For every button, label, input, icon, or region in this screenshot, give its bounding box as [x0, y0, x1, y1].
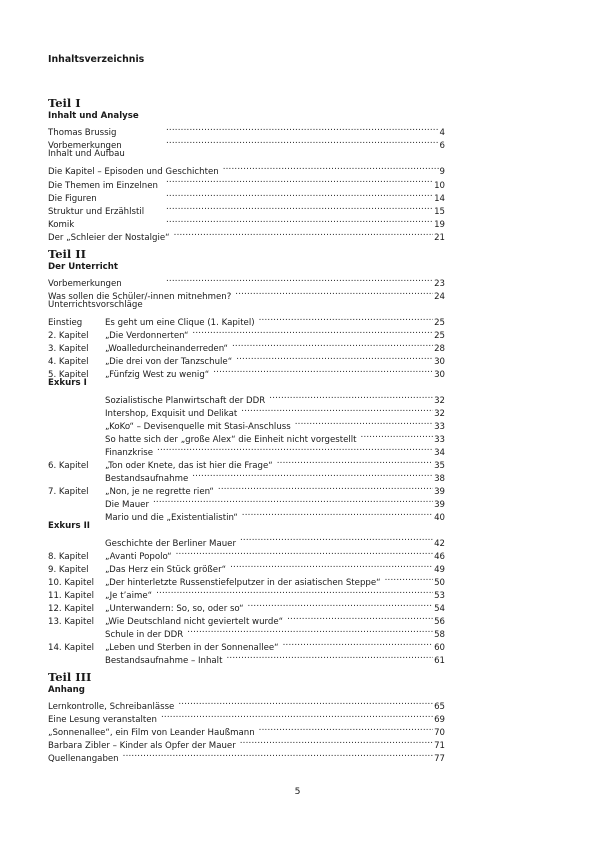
chapter-label: 3. Kapitel [48, 344, 89, 355]
entry-title: Was sollen die Schüler/-innen mitnehmen? [48, 292, 232, 303]
chapter-label: Einstieg [48, 318, 83, 329]
entry-title: Intershop, Exquisit und Delikat [105, 408, 238, 419]
entry-title: „Das Herz ein Stück größer“ [105, 564, 227, 575]
entry-page-number: 6 [439, 141, 445, 152]
dot-leader [283, 637, 433, 650]
chapter-label: 2. Kapitel [48, 331, 89, 342]
entry-page-number: 53 [434, 590, 445, 601]
entry-page-number: 25 [434, 318, 445, 329]
entry-title: Sozialistische Planwirtschaft der DDR [105, 395, 266, 406]
chapter-label: 4. Kapitel [48, 357, 89, 368]
dot-leader [166, 188, 433, 201]
entry-page-number: 35 [434, 460, 445, 471]
part-subtitle: Der Unterricht [48, 261, 118, 272]
entry-page-number: 33 [434, 421, 445, 432]
dot-leader [232, 338, 433, 351]
entry-page-number: 54 [434, 603, 445, 614]
toc-entry[interactable] [48, 390, 445, 406]
page-number: 5 [294, 786, 301, 797]
dot-leader [269, 390, 433, 403]
entry-title: Es geht um eine Clique (1. Kapitel) [105, 318, 255, 329]
entry-title: Vorbemerkungen [48, 279, 122, 290]
entry-title: So hatte sich der „große Alex“ die Einheit nicht vorgestellt [105, 434, 357, 445]
entry-title: Schule in der DDR [105, 629, 184, 640]
dot-leader [166, 122, 439, 135]
dot-leader [236, 351, 433, 364]
part-subtitle: Inhalt und Analyse [48, 111, 139, 121]
chapter-label: 7. Kapitel [48, 487, 89, 498]
toc-page [48, 54, 445, 765]
entry-page-number: 50 [434, 577, 445, 588]
toc-entry[interactable] [48, 161, 445, 178]
entry-page-number: 40 [434, 513, 445, 524]
chapter-label: 10. Kapitel [48, 577, 95, 588]
entry-title: „KoKo“ – Devisenquelle mit Stasi-Anschluss [105, 421, 291, 432]
entry-title: Quellenangaben [48, 754, 119, 765]
dot-leader [123, 748, 433, 761]
dot-leader [153, 494, 433, 507]
dot-leader [176, 546, 433, 559]
part-subtitle: Anhang [48, 684, 85, 695]
entry-title: „Fünfzig West zu wenig“ [105, 370, 210, 381]
chapter-label: 11. Kapitel [48, 590, 95, 601]
dot-leader [248, 598, 434, 611]
entry-title: Bestandsaufnahme – Inhalt [105, 655, 223, 666]
dot-leader [166, 135, 439, 148]
entry-page-number: 77 [434, 754, 445, 765]
entry-page-number: 61 [434, 655, 445, 666]
dot-leader [240, 532, 433, 545]
entry-title: Komik [48, 219, 75, 230]
entry-title: Die Kapitel – Episoden und Geschichten [48, 167, 219, 178]
entry-page-number: 9 [439, 167, 445, 178]
entry-page-number: 30 [434, 357, 445, 368]
chapter-label: 5. Kapitel [48, 370, 89, 381]
entry-title: Die Mauer [105, 500, 149, 511]
entry-page-number: 23 [434, 279, 445, 290]
entry-page-number: 65 [434, 702, 445, 713]
chapter-label: 8. Kapitel [48, 551, 89, 562]
toc-entry[interactable] [48, 532, 445, 549]
entry-page-number: 32 [434, 408, 445, 419]
entry-title: „Die Verdonnerten“ [105, 331, 189, 342]
dot-leader [385, 572, 433, 585]
dot-leader [226, 650, 433, 663]
chapter-label: 13. Kapitel [48, 616, 95, 627]
entry-page-number: 33 [434, 434, 445, 445]
entry-page-number: 21 [434, 232, 445, 243]
entry-page-number: 14 [434, 193, 445, 204]
excursus-heading: Exkurs I [48, 378, 87, 389]
dot-leader [166, 214, 433, 227]
dot-leader [223, 161, 439, 174]
entry-page-number: 58 [434, 629, 445, 640]
dot-leader [259, 722, 433, 735]
entry-page-number: 28 [434, 344, 445, 355]
toc-entry[interactable] [48, 122, 445, 139]
entry-title: Barbara Zibler – Kinder als Opfer der Mauer [48, 741, 236, 752]
entry-page-number: 34 [434, 447, 445, 458]
entry-title: Vorbemerkungen [48, 141, 122, 152]
dot-leader [295, 416, 433, 429]
entry-title: Die Figuren [48, 193, 97, 204]
toc-entry[interactable] [48, 696, 445, 713]
part-title: Teil I [48, 96, 81, 110]
entry-page-number: 10 [434, 180, 445, 191]
entry-page-number: 4 [439, 128, 445, 139]
dot-leader [174, 227, 433, 240]
entry-title: „Leben und Sterben in der Sonnenallee“ [105, 642, 279, 653]
dot-leader [192, 468, 433, 481]
entry-title: „Die drei von der Tanzschule“ [105, 357, 233, 368]
entry-title: Lernkontrolle, Schreibanlässe [48, 702, 175, 713]
dot-leader [166, 174, 433, 187]
dot-leader [192, 325, 433, 338]
entry-page-number: 70 [434, 728, 445, 739]
toc-entry[interactable] [48, 312, 445, 329]
toc-entry[interactable] [48, 299, 445, 312]
entry-title: Die Themen im Einzelnen [48, 180, 158, 191]
entry-title: Finanzkrise [105, 447, 154, 458]
entry-title: „Wie Deutschland nicht geviertelt wurde“ [105, 616, 284, 627]
entry-title: Der „Schleier der Nostalgie“ [48, 232, 170, 243]
entry-page-number: 60 [434, 642, 445, 653]
dot-leader [287, 611, 433, 624]
part-title: Teil II [48, 246, 87, 261]
entry-title: Eine Lesung veranstalten [48, 715, 157, 726]
dot-leader [161, 709, 433, 722]
entry-page-number: 24 [434, 292, 445, 303]
dot-leader [157, 442, 433, 455]
toc-entry[interactable] [48, 148, 445, 161]
entry-page-number: 39 [434, 487, 445, 498]
entry-page-number: 32 [434, 395, 445, 406]
entry-title: „Je t’aime“ [105, 590, 153, 601]
entry-page-number: 42 [434, 538, 445, 549]
dot-leader [277, 455, 433, 468]
entry-page-number: 15 [434, 206, 445, 217]
dot-leader [178, 696, 433, 709]
entry-page-number: 25 [434, 331, 445, 342]
entry-page-number: 46 [434, 551, 445, 562]
dot-leader [166, 273, 433, 286]
entry-title: Mario und die „Existentialistin“ [105, 513, 238, 524]
entry-title: Struktur und Erzählstil [48, 206, 145, 217]
dot-leader [187, 624, 433, 637]
dot-leader [240, 735, 433, 748]
entry-page-number: 56 [434, 616, 445, 627]
entry-title: Thomas Brussig [48, 128, 117, 139]
entry-page-number: 69 [434, 715, 445, 726]
entry-title: „Avanti Popolo“ [105, 551, 172, 562]
entry-title: Unterrichtsvorschläge [48, 300, 143, 311]
entry-page-number: 49 [434, 564, 445, 575]
chapter-label: 14. Kapitel [48, 642, 95, 653]
toc-list [48, 96, 445, 765]
entry-title: Geschichte der Berliner Mauer [105, 538, 236, 549]
entry-title: „Woalledurcheinanderreden“ [105, 344, 228, 355]
dot-leader [241, 403, 433, 416]
dot-leader [156, 585, 433, 598]
dot-leader [259, 312, 433, 325]
dot-leader [230, 559, 433, 572]
dot-leader [235, 286, 433, 299]
dot-leader [242, 507, 433, 520]
entry-title: „Sonnenallee“, ein Film von Leander Haußmann [48, 728, 255, 739]
entry-title: „Ton oder Knete, das ist hier die Frage“ [105, 460, 273, 471]
entry-title: Bestandsaufnahme [105, 474, 189, 485]
entry-page-number: 19 [434, 219, 445, 230]
entry-page-number: 39 [434, 500, 445, 511]
chapter-label: 12. Kapitel [48, 603, 95, 614]
entry-page-number: 71 [434, 741, 445, 752]
toc-heading: Inhaltsverzeichnis [48, 54, 145, 65]
chapter-label: 9. Kapitel [48, 564, 89, 575]
dot-leader [218, 481, 433, 494]
dot-leader [213, 364, 433, 377]
entry-title: „Unterwandern: So, so, oder so“ [105, 603, 244, 614]
entry-title: „Non, je ne regrette rien“ [105, 487, 214, 498]
entry-title: „Der hinterletzte Russenstiefelputzer in der asiatischen Steppe“ [105, 577, 381, 588]
entry-page-number: 30 [434, 370, 445, 381]
toc-entry[interactable] [48, 273, 445, 290]
excursus-heading: Exkurs II [48, 521, 90, 532]
dot-leader [361, 429, 434, 442]
entry-page-number: 38 [434, 474, 445, 485]
part-title: Teil III [48, 669, 92, 684]
dot-leader [166, 201, 433, 214]
chapter-label: 6. Kapitel [48, 460, 89, 471]
entry-title: Inhalt und Aufbau [48, 149, 125, 160]
